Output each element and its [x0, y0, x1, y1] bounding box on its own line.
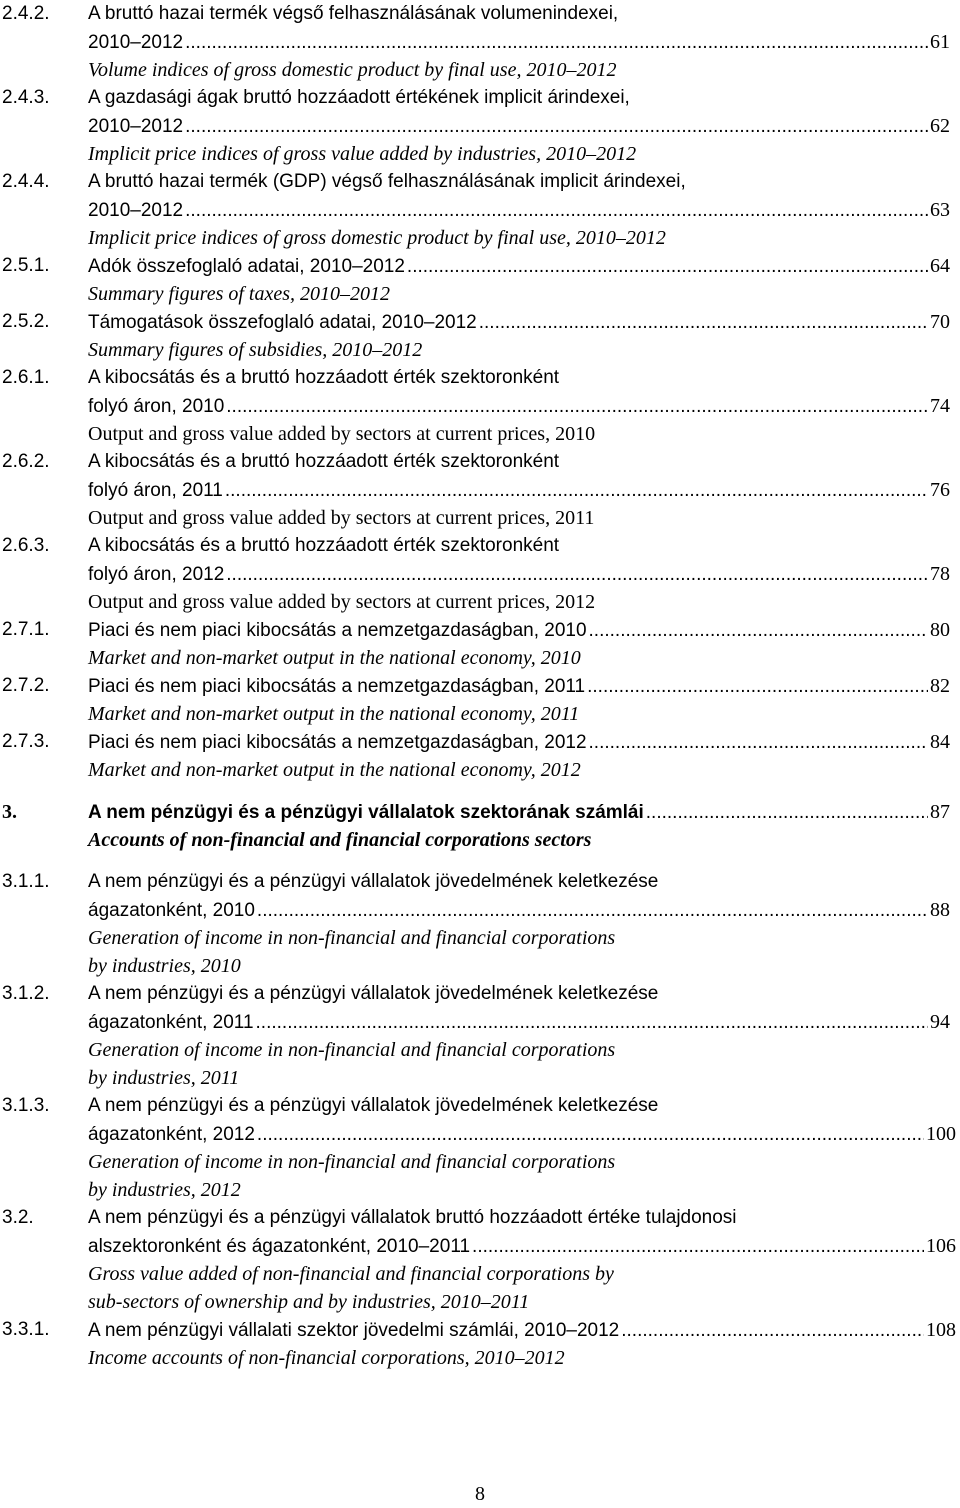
dot-leader: [621, 1317, 924, 1345]
entry-number: 2.4.3.: [2, 87, 50, 108]
dot-leader: [226, 393, 928, 421]
toc-entry-en: [0, 952, 960, 980]
entry-number: 2.4.4.: [2, 171, 50, 192]
entry-title-en: Gross value added of non-financial and financial corporations by: [88, 1263, 614, 1285]
entry-number: 2.5.1.: [2, 255, 50, 276]
page-number: 8: [475, 1483, 485, 1505]
toc-entry-2-5-1: [0, 252, 960, 280]
entry-number: 2.5.2.: [2, 311, 50, 332]
toc-entry-en: [0, 1344, 960, 1372]
entry-title-hu: Piaci és nem piaci kibocsátás a nemzetgazdaságban, 2011: [88, 676, 586, 697]
dot-leader: [226, 561, 928, 589]
toc-entry-leader: [0, 476, 960, 504]
entry-title-hu: A kibocsátás és a bruttó hozzáadott érték szektoronként: [88, 367, 560, 388]
page-ref[interactable]: 70: [930, 311, 950, 333]
toc-entry-2-5-2: [0, 308, 960, 336]
toc-entry-2-4-3: [0, 84, 960, 112]
page-ref[interactable]: 108: [926, 1319, 956, 1341]
dot-leader: [185, 197, 928, 225]
toc-entry-3-1-2: [0, 980, 960, 1008]
entry-title-hu-cont: 2010–2012: [88, 200, 184, 221]
entry-title-hu: A gazdasági ágak bruttó hozzáadott értékének implicit árindexei,: [88, 87, 630, 108]
entry-number: 2.6.1.: [2, 367, 50, 388]
entry-number: 3.1.1.: [2, 871, 50, 892]
dot-leader: [589, 617, 928, 645]
entry-title-hu-cont: ágazatonként, 2012: [88, 1124, 255, 1145]
toc-entry-en: [0, 420, 960, 448]
toc-entry-en: [0, 1036, 960, 1064]
page-ref[interactable]: 80: [930, 619, 950, 641]
entry-title-en-cont: sub-sectors of ownership and by industries, 2010–2011: [88, 1291, 530, 1313]
entry-title-hu-cont: ágazatonként, 2010: [88, 900, 255, 921]
toc-entry-2-7-2: [0, 672, 960, 700]
toc-chapter-en: [0, 826, 960, 854]
toc-entry-en: [0, 1260, 960, 1288]
toc-entry-en: [0, 700, 960, 728]
entry-title-hu: A bruttó hazai termék végső felhasználásának volumenindexei,: [88, 3, 619, 24]
entry-title-hu: Piaci és nem piaci kibocsátás a nemzetgazdaságban, 2012: [88, 732, 587, 753]
entry-title-en-cont: by industries, 2010: [88, 955, 241, 977]
entry-title-hu-cont: ágazatonként, 2011: [88, 1012, 254, 1033]
entry-title-hu: Piaci és nem piaci kibocsátás a nemzetgazdaságban, 2010: [88, 620, 587, 641]
entry-title-en: Summary figures of taxes, 2010–2012: [88, 283, 391, 305]
toc-entry-leader: [0, 28, 960, 56]
entry-title-en: Implicit price indices of gross value added by industries, 2010–2012: [88, 143, 637, 165]
page-ref[interactable]: 64: [930, 255, 950, 277]
toc-entry-leader: [0, 392, 960, 420]
leader-line: [88, 1120, 956, 1149]
leader-line: [88, 392, 950, 421]
leader-line: [88, 1008, 950, 1037]
leader-line: [88, 1232, 956, 1261]
toc-entry-leader: [0, 560, 960, 588]
chapter-number: 3.: [2, 801, 17, 823]
page-ref[interactable]: 100: [926, 1123, 956, 1145]
dot-leader: [589, 729, 928, 757]
toc-entry-en: [0, 336, 960, 364]
entry-title-hu: A nem pénzügyi és a pénzügyi vállalatok jövedelmének keletkezése: [88, 871, 659, 892]
page-ref[interactable]: 106: [926, 1235, 956, 1257]
page-ref[interactable]: 82: [930, 675, 950, 697]
leader-line: [88, 560, 950, 589]
page-ref[interactable]: 87: [930, 801, 950, 823]
entry-title-hu: A kibocsátás és a bruttó hozzáadott érték szektoronként: [88, 451, 560, 472]
toc-entry-2-7-1: [0, 616, 960, 644]
entry-title-en: Generation of income in non-financial and financial corporations: [88, 1151, 616, 1173]
entry-title-hu: A nem pénzügyi és a pénzügyi vállalatok jövedelmének keletkezése: [88, 1095, 659, 1116]
entry-number: 2.4.2.: [2, 3, 50, 24]
toc-entry-2-6-1: [0, 364, 960, 392]
dot-leader: [257, 1121, 924, 1149]
dot-leader: [225, 477, 928, 505]
entry-title-hu: A kibocsátás és a bruttó hozzáadott érték szektoronként: [88, 535, 560, 556]
entry-number: 3.3.1.: [2, 1319, 50, 1340]
entry-number: 2.7.1.: [2, 619, 50, 640]
page-ref[interactable]: 74: [930, 395, 950, 417]
entry-title-hu-cont: folyó áron, 2010: [88, 396, 225, 417]
dot-leader: [185, 113, 928, 141]
toc-entry-en: [0, 644, 960, 672]
dot-leader: [479, 309, 928, 337]
page-ref[interactable]: 78: [930, 563, 950, 585]
entry-title-en: Generation of income in non-financial and financial corporations: [88, 927, 616, 949]
entry-title-hu-cont: alszektoronként és ágazatonként, 2010–2011: [88, 1236, 471, 1257]
toc-entry-en: [0, 140, 960, 168]
entry-title-en: Volume indices of gross domestic product by final use, 2010–2012: [88, 59, 617, 81]
leader-line: [88, 308, 950, 337]
leader-line: [88, 896, 950, 925]
entry-title-en-cont: by industries, 2011: [88, 1067, 240, 1089]
entry-title-en: Output and gross value added by sectors at current prices, 2011: [88, 507, 595, 529]
entry-title-en: Income accounts of non-financial corporations, 2010–2012: [88, 1347, 565, 1369]
entry-title-hu-cont: folyó áron, 2011: [88, 480, 223, 501]
toc-entry-en: [0, 1064, 960, 1092]
entry-number: 2.6.2.: [2, 451, 50, 472]
dot-leader: [256, 1009, 928, 1037]
toc-entry-2-6-2: [0, 448, 960, 476]
chapter-title-hu: A nem pénzügyi és a pénzügyi vállalatok szektorának számlái: [88, 802, 644, 823]
toc-entry-en: [0, 56, 960, 84]
toc-entry-en: [0, 1288, 960, 1316]
toc-entry-en: [0, 756, 960, 784]
page-ref[interactable]: 62: [930, 115, 950, 137]
toc-entry-en: [0, 1148, 960, 1176]
entry-title-en: Market and non-market output in the national economy, 2011: [88, 703, 580, 725]
entry-number: 2.6.3.: [2, 535, 50, 556]
leader-line: [88, 28, 950, 57]
leader-line: [88, 672, 950, 701]
toc-entry-2-6-3: [0, 532, 960, 560]
toc-entry-leader: [0, 1120, 960, 1148]
toc-entry-leader: [0, 1232, 960, 1260]
leader-line: [88, 252, 950, 281]
page-ref[interactable]: 63: [930, 199, 950, 221]
entry-title-hu: A nem pénzügyi és a pénzügyi vállalatok bruttó hozzáadott értéke tulajdonosi: [88, 1207, 737, 1228]
toc-entry-leader: [0, 196, 960, 224]
leader-line: [88, 616, 950, 645]
toc-entry-3-1-1: [0, 868, 960, 896]
entry-title-hu: Támogatások összefoglaló adatai, 2010–2012: [88, 312, 477, 333]
entry-number: 2.7.3.: [2, 731, 50, 752]
page-ref[interactable]: 94: [930, 1011, 950, 1033]
dot-leader: [257, 897, 928, 925]
entry-number: 2.7.2.: [2, 675, 50, 696]
toc-entry-2-4-2: [0, 0, 960, 28]
entry-title-en: Output and gross value added by sectors at current prices, 2012: [88, 591, 596, 613]
entry-title-hu-cont: folyó áron, 2012: [88, 564, 225, 585]
toc-entry-en: [0, 224, 960, 252]
toc-entry-2-7-3: [0, 728, 960, 756]
leader-line: [88, 476, 950, 505]
leader-line: [88, 196, 950, 225]
leader-line: [88, 112, 950, 141]
toc-entry-2-4-4: [0, 168, 960, 196]
leader-line: [88, 798, 950, 827]
entry-title-en: Summary figures of subsidies, 2010–2012: [88, 339, 423, 361]
entry-title-hu-cont: 2010–2012: [88, 116, 184, 137]
entry-number: 3.2.: [2, 1207, 34, 1228]
toc-chapter-3: [0, 798, 960, 826]
dot-leader: [185, 29, 928, 57]
entry-title-en: Market and non-market output in the national economy, 2012: [88, 759, 581, 781]
toc-entry-en: [0, 280, 960, 308]
page-ref[interactable]: 76: [930, 479, 950, 501]
chapter-title-en: Accounts of non-financial and financial corporations sectors: [88, 829, 592, 851]
entry-title-hu: A bruttó hazai termék (GDP) végső felhasználásának implicit árindexei,: [88, 171, 686, 192]
entry-title-en: Generation of income in non-financial and financial corporations: [88, 1039, 616, 1061]
leader-line: [88, 728, 950, 757]
entry-title-hu: Adók összefoglaló adatai, 2010–2012: [88, 256, 405, 277]
toc-entry-3-1-3: [0, 1092, 960, 1120]
entry-title-en: Implicit price indices of gross domestic product by final use, 2010–2012: [88, 227, 666, 249]
entry-title-hu: A nem pénzügyi és a pénzügyi vállalatok jövedelmének keletkezése: [88, 983, 659, 1004]
toc-entry-leader: [0, 112, 960, 140]
entry-title-en-cont: by industries, 2012: [88, 1179, 241, 1201]
dot-leader: [587, 673, 928, 701]
dot-leader: [472, 1233, 924, 1261]
dot-leader: [407, 253, 928, 281]
toc-entry-en: [0, 1176, 960, 1204]
toc-entry-en: [0, 504, 960, 532]
page-ref[interactable]: 84: [930, 731, 950, 753]
toc-entry-3-2: [0, 1204, 960, 1232]
entry-number: 3.1.3.: [2, 1095, 50, 1116]
toc-entry-leader: [0, 1008, 960, 1036]
toc-entry-en: [0, 588, 960, 616]
entry-title-hu-cont: 2010–2012: [88, 32, 184, 53]
toc-entry-3-3-1: [0, 1316, 960, 1344]
dot-leader: [646, 799, 928, 827]
entry-title-en: Market and non-market output in the national economy, 2010: [88, 647, 581, 669]
page-ref[interactable]: 88: [930, 899, 950, 921]
page-ref[interactable]: 61: [930, 31, 950, 53]
leader-line: [88, 1316, 956, 1345]
entry-title-en: Output and gross value added by sectors at current prices, 2010: [88, 423, 596, 445]
entry-number: 3.1.2.: [2, 983, 50, 1004]
toc-entry-leader: [0, 896, 960, 924]
toc-entry-en: [0, 924, 960, 952]
entry-title-hu: A nem pénzügyi vállalati szektor jövedelmi számlái, 2010–2012: [88, 1320, 620, 1341]
